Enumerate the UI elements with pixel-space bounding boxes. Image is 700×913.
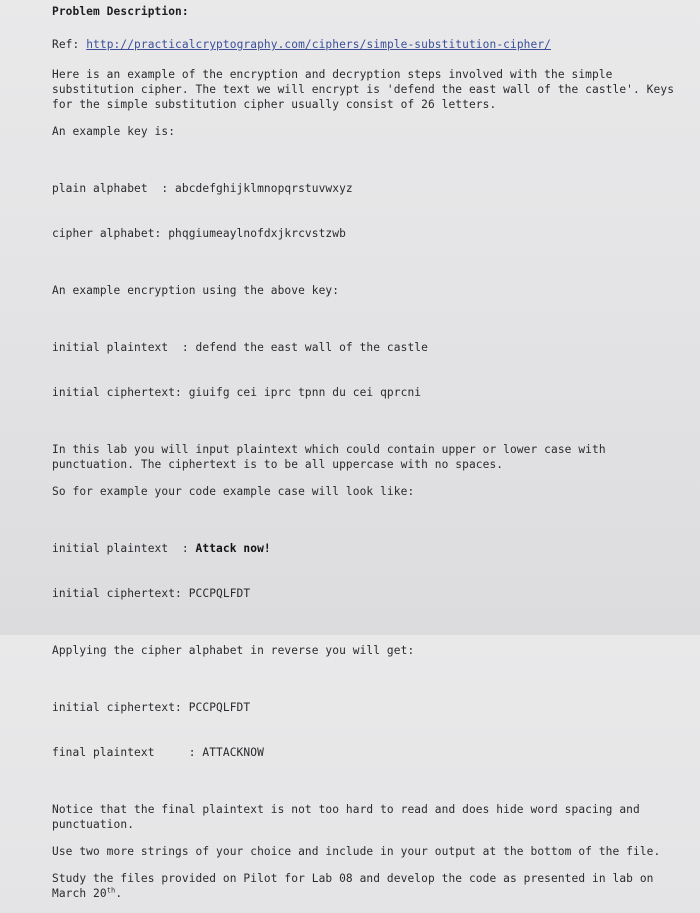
intro-paragraph: Here is an example of the encryption and decryption steps involved with the simple substitution cipher. The text we will encrypt is 'defend the east wall of the castle'. Keys for the simple substitution cipher usually consist of 26 letters. — [52, 68, 675, 111]
plain-alphabet-line: plain alphabet : abcdefghijklmnopqrstuvwxyz — [52, 182, 353, 195]
key-block — [52, 151, 682, 271]
reverse-heading: Applying the cipher alphabet in reverse you will get: — [52, 644, 415, 657]
example-heading: So for example your code example case will look like: — [52, 485, 415, 498]
study-end: . — [115, 887, 123, 900]
notice-paragraph: Notice that the final plaintext is not too hard to read and does hide word spacing and punctuation. — [52, 803, 640, 831]
encryption-heading: An example encryption using the above key: — [52, 284, 340, 297]
final-plaintext-line: final plaintext : ATTACKNOW — [52, 746, 264, 759]
reverse-block — [52, 670, 682, 790]
initial-plaintext-line: initial plaintext : defend the east wall of the castle — [52, 341, 428, 354]
example-plaintext-label: initial plaintext : — [52, 542, 196, 555]
study-text: Study the files provided on Pilot for Lab 08 and develop the code as presented in lab on March 20 — [52, 872, 654, 900]
study-paragraph — [52, 871, 682, 901]
reverse-ciphertext-line: initial ciphertext: PCCPQLFDT — [52, 701, 251, 714]
example-ciphertext-line: initial ciphertext: PCCPQLFDT — [52, 587, 251, 600]
encryption-block — [52, 310, 682, 430]
use-more-paragraph: Use two more strings of your choice and include in your output at the bottom of the file. — [52, 845, 661, 858]
cipher-alphabet-line: cipher alphabet: phqgiumeaylnofdxjkrcvstzwb — [52, 227, 346, 240]
key-heading: An example key is: — [52, 125, 176, 138]
example-plaintext-line — [52, 541, 682, 556]
problem-title: Problem Description: — [52, 5, 189, 18]
reference-line — [52, 37, 682, 52]
document-page — [52, 4, 682, 913]
example-plaintext-value: Attack now! — [195, 542, 271, 555]
initial-ciphertext-line: initial ciphertext: giuifg cei iprc tpnn du cei qprcni — [52, 386, 422, 399]
example-block — [52, 511, 682, 631]
study-sup: th — [106, 886, 116, 895]
lab-paragraph: In this lab you will input plaintext which could contain upper or lower case with punctuation. The ciphertext is to be all uppercase with no spaces. — [52, 443, 606, 471]
ref-label: Ref: — [52, 38, 80, 51]
ref-link[interactable]: http://practicalcryptography.com/ciphers/simple-substitution-cipher/ — [86, 38, 551, 51]
